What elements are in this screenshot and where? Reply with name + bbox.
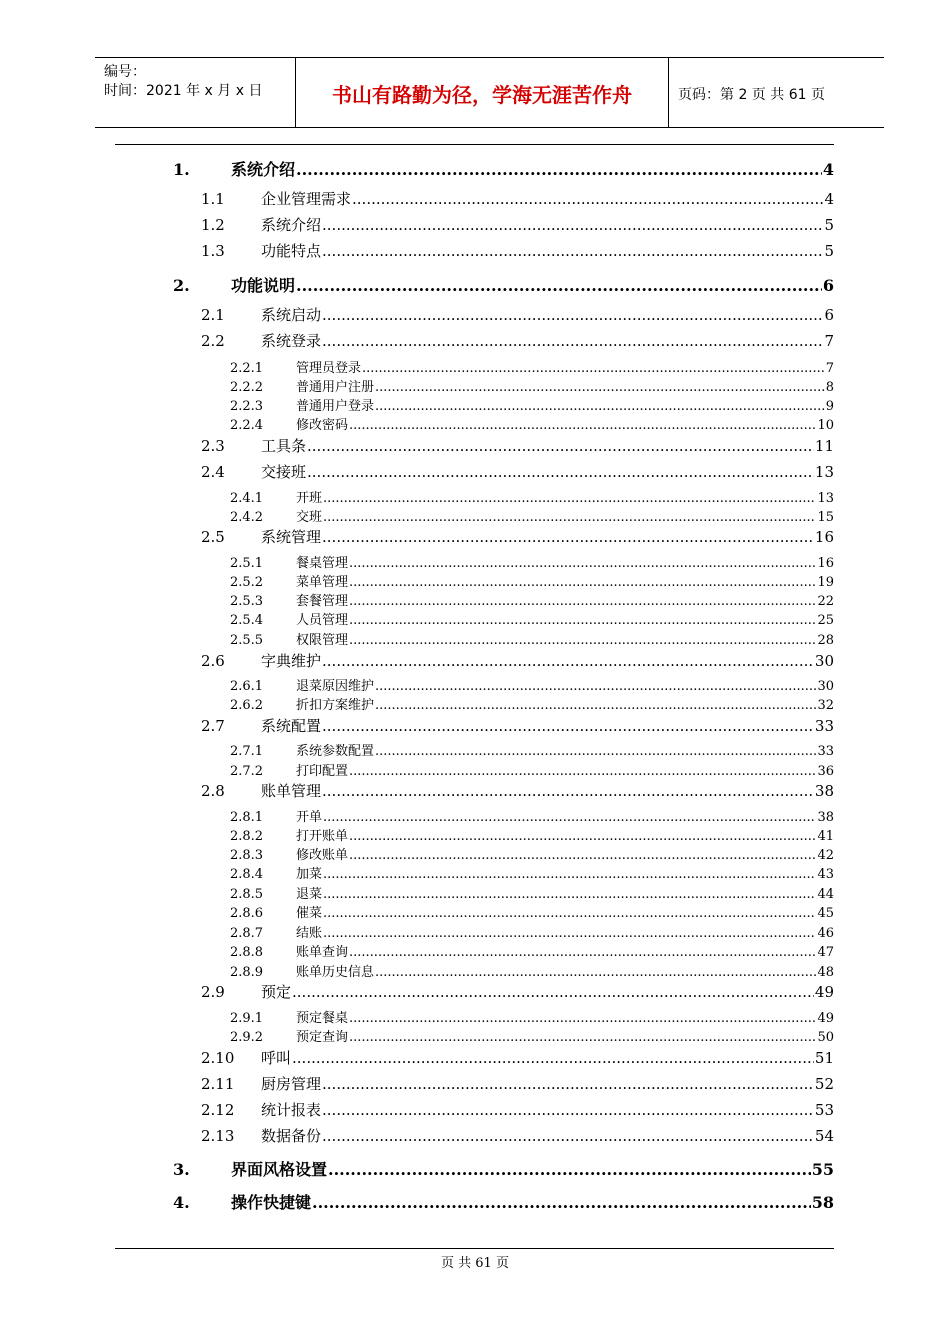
toc-entry-number: 1.3 — [201, 242, 225, 260]
toc-entry[interactable] — [230, 825, 834, 844]
toc-entry-page: 28 — [817, 633, 834, 648]
toc-entry[interactable] — [201, 650, 834, 671]
toc-entry[interactable] — [230, 902, 834, 921]
toc-entry-number: 2.2 — [201, 332, 225, 350]
toc-entry[interactable] — [230, 506, 834, 525]
toc-entry-title: 字典维护 — [261, 652, 322, 670]
toc-entry-number: 2.4 — [201, 463, 225, 481]
toc-entry-title: 开班 — [296, 491, 323, 506]
toc-entry-number: 4. — [173, 1193, 190, 1212]
toc-entry-page: 4 — [824, 190, 834, 208]
toc-leader-dots — [323, 491, 816, 506]
toc-entry-title: 退菜 — [296, 887, 323, 902]
toc-entry-title: 预定 — [261, 983, 292, 1001]
toc-entry[interactable] — [230, 844, 834, 863]
toc-leader-dots — [323, 510, 816, 525]
toc-entry[interactable] — [230, 414, 834, 433]
toc-entry-page: 46 — [817, 926, 834, 941]
toc-entry[interactable] — [201, 214, 834, 235]
toc-entry[interactable] — [230, 961, 834, 980]
toc-entry-title: 预定餐桌 — [296, 1011, 349, 1026]
toc-entry-title: 功能说明 — [231, 276, 296, 295]
toc-leader-dots — [375, 380, 825, 395]
toc-entry[interactable] — [230, 357, 834, 376]
toc-leader-dots — [323, 926, 816, 941]
toc-entry-number: 2.8.5 — [230, 887, 264, 902]
toc-entry-page: 4 — [822, 160, 834, 179]
toc-leader-dots — [296, 160, 822, 179]
toc-entry-title: 管理员登录 — [296, 361, 362, 376]
toc-entry[interactable] — [201, 188, 834, 209]
toc-leader-dots — [322, 1127, 814, 1145]
toc-entry-title: 修改密码 — [296, 418, 349, 433]
toc-entry-number: 2.5 — [201, 528, 225, 546]
toc-entry-title: 功能特点 — [261, 242, 322, 260]
toc-entry-title: 系统介绍 — [261, 216, 322, 234]
toc-entry-number: 1.1 — [201, 190, 225, 208]
toc-entry[interactable] — [201, 526, 834, 547]
toc-entry-number: 2.5.2 — [230, 575, 264, 590]
toc-leader-dots — [349, 1011, 816, 1026]
toc-entry-number: 2.13 — [201, 1127, 235, 1145]
toc-entry-page: 41 — [817, 829, 834, 844]
toc-entry-title: 企业管理需求 — [261, 190, 352, 208]
toc-leader-dots — [323, 867, 816, 882]
toc-entry-title: 交接班 — [261, 463, 307, 481]
toc-entry-number: 2.2.1 — [230, 361, 264, 376]
toc-entry-number: 2.8.6 — [230, 906, 264, 921]
toc-entry-title: 打开账单 — [296, 829, 349, 844]
toc-leader-dots — [349, 613, 816, 628]
toc-entry[interactable] — [201, 240, 834, 261]
toc-leader-dots — [323, 810, 816, 825]
toc-entry-number: 2.8.1 — [230, 810, 264, 825]
toc-leader-dots — [349, 594, 816, 609]
toc-entry-title: 加菜 — [296, 867, 323, 882]
toc-leader-dots — [322, 652, 814, 670]
toc-entry[interactable] — [230, 487, 834, 506]
toc-entry-title: 退菜原因维护 — [296, 679, 375, 694]
toc-entry-title: 呼叫 — [261, 1049, 292, 1067]
toc-leader-dots — [328, 1160, 811, 1179]
toc-entry-number: 2.12 — [201, 1101, 235, 1119]
toc-entry-number: 2.6 — [201, 652, 225, 670]
toc-entry-number: 2.5.3 — [230, 594, 264, 609]
top-rule — [115, 144, 834, 145]
toc-entry-number: 2.5.1 — [230, 556, 264, 571]
toc-entry-title: 系统启动 — [261, 306, 322, 324]
toc-entry[interactable] — [201, 715, 834, 736]
toc-entry[interactable] — [230, 376, 834, 395]
toc-entry-page: 33 — [814, 717, 834, 735]
toc-entry-title: 系统登录 — [261, 332, 322, 350]
toc-entry-number: 3. — [173, 1160, 190, 1179]
toc-entry-title: 统计报表 — [261, 1101, 322, 1119]
toc-entry-page: 5 — [824, 216, 834, 234]
toc-entry-page: 15 — [817, 510, 834, 525]
toc-leader-dots — [307, 463, 814, 481]
toc-entry-title: 厨房管理 — [261, 1075, 322, 1093]
toc-leader-dots — [349, 764, 816, 779]
toc-leader-dots — [312, 1193, 811, 1212]
page-header — [95, 57, 884, 128]
toc-entry-title: 催菜 — [296, 906, 323, 921]
toc-entry-title: 人员管理 — [296, 613, 349, 628]
toc-entry-page: 19 — [817, 575, 834, 590]
toc-leader-dots — [322, 717, 814, 735]
toc-entry[interactable] — [201, 461, 834, 482]
toc-entry[interactable] — [230, 806, 834, 825]
toc-entry-page: 38 — [814, 782, 834, 800]
toc-entry[interactable] — [230, 675, 834, 694]
toc-entry-page: 50 — [817, 1030, 834, 1045]
toc-entry-number: 2.3 — [201, 437, 225, 455]
toc-entry-number: 2.7.2 — [230, 764, 264, 779]
toc-entry-title: 操作快捷键 — [231, 1193, 312, 1212]
toc-entry-title: 账单查询 — [296, 945, 349, 960]
toc-leader-dots — [296, 276, 822, 295]
page-footer: 页 共 61 页 — [441, 1256, 509, 1271]
toc-entry-title: 套餐管理 — [296, 594, 349, 609]
toc-entry-number: 2. — [173, 276, 190, 295]
toc-entry-title: 普通用户注册 — [296, 380, 375, 395]
toc-leader-dots — [322, 216, 823, 234]
toc-entry[interactable] — [230, 883, 834, 902]
toc-entry-title: 系统管理 — [261, 528, 322, 546]
toc-leader-dots — [349, 945, 816, 960]
toc-entry-number: 2.2.2 — [230, 380, 264, 395]
toc-entry[interactable] — [201, 780, 834, 801]
toc-entry-title: 折扣方案维护 — [296, 698, 375, 713]
document-number: 编号： — [104, 64, 146, 80]
toc-entry-page: 7 — [825, 361, 834, 376]
toc-entry-title: 账单管理 — [261, 782, 322, 800]
toc-entry[interactable] — [230, 694, 834, 713]
toc-entry-number: 2.5.4 — [230, 613, 264, 628]
toc-entry[interactable] — [201, 1125, 834, 1146]
toc-leader-dots — [323, 887, 816, 902]
toc-entry[interactable] — [230, 395, 834, 414]
toc-leader-dots — [349, 829, 816, 844]
toc-leader-dots — [349, 848, 816, 863]
toc-entry[interactable] — [173, 157, 834, 180]
header-page-number: 页码：第 2 页 共 61 页 — [678, 87, 825, 103]
toc-entry-number: 2.6.1 — [230, 679, 264, 694]
toc-entry[interactable] — [230, 922, 834, 941]
toc-entry-number: 2.7 — [201, 717, 225, 735]
toc-entry[interactable] — [201, 1047, 834, 1068]
toc-entry[interactable] — [201, 1073, 834, 1094]
toc-entry-number: 2.8.3 — [230, 848, 264, 863]
toc-entry-page: 9 — [825, 399, 834, 414]
toc-entry-title: 系统配置 — [261, 717, 322, 735]
toc-entry[interactable] — [230, 760, 834, 779]
toc-entry-page: 54 — [814, 1127, 834, 1145]
toc-entry[interactable] — [201, 1099, 834, 1120]
toc-entry-page: 30 — [814, 652, 834, 670]
toc-leader-dots — [375, 965, 816, 980]
toc-entry-title: 界面风格设置 — [231, 1160, 328, 1179]
toc-entry[interactable] — [230, 863, 834, 882]
header-motto-cell — [296, 58, 669, 127]
toc-leader-dots — [349, 1030, 816, 1045]
document-date: 时间：2021 年 x 月 x 日 — [104, 83, 263, 99]
toc-entry-page: 58 — [811, 1193, 834, 1212]
toc-leader-dots — [307, 437, 814, 455]
toc-entry-page: 8 — [825, 380, 834, 395]
toc-leader-dots — [352, 190, 823, 208]
toc-entry-page: 55 — [811, 1160, 834, 1179]
toc-leader-dots — [323, 906, 816, 921]
toc-entry[interactable] — [230, 590, 834, 609]
toc-entry[interactable] — [173, 1190, 834, 1213]
toc-entry-title: 数据备份 — [261, 1127, 322, 1145]
toc-entry-page: 6 — [824, 306, 834, 324]
toc-entry-page: 6 — [822, 276, 834, 295]
header-info-cell — [95, 58, 296, 127]
toc-entry-number: 1.2 — [201, 216, 225, 234]
toc-entry-number: 2.9.1 — [230, 1011, 264, 1026]
toc-entry[interactable] — [173, 1157, 834, 1180]
toc-leader-dots — [375, 698, 816, 713]
toc-leader-dots — [292, 983, 814, 1001]
toc-entry-number: 2.9 — [201, 983, 225, 1001]
toc-entry-number: 2.2.3 — [230, 399, 264, 414]
toc-entry-title: 账单历史信息 — [296, 965, 375, 980]
toc-leader-dots — [375, 744, 816, 759]
toc-entry[interactable] — [230, 1026, 834, 1045]
toc-entry-page: 44 — [817, 887, 834, 902]
toc-entry-page: 25 — [817, 613, 834, 628]
toc-leader-dots — [349, 418, 816, 433]
toc-entry-page: 22 — [817, 594, 834, 609]
toc-entry-page: 10 — [817, 418, 834, 433]
toc-entry-title: 开单 — [296, 810, 323, 825]
toc-entry-page: 7 — [824, 332, 834, 350]
toc-entry-number: 2.8.7 — [230, 926, 264, 941]
toc-entry[interactable] — [201, 304, 834, 325]
toc-leader-dots — [322, 528, 814, 546]
toc-entry-title: 权限管理 — [296, 633, 349, 648]
bottom-rule — [115, 1248, 834, 1249]
toc-entry-page: 16 — [817, 556, 834, 571]
toc-entry-page: 45 — [817, 906, 834, 921]
toc-entry-page: 53 — [814, 1101, 834, 1119]
toc-entry-number: 2.8 — [201, 782, 225, 800]
toc-leader-dots — [375, 399, 825, 414]
toc-entry-page: 30 — [817, 679, 834, 694]
toc-entry[interactable] — [201, 981, 834, 1002]
toc-entry-page: 5 — [824, 242, 834, 260]
toc-entry-number: 2.6.2 — [230, 698, 264, 713]
toc-leader-dots — [322, 1101, 814, 1119]
toc-entry[interactable] — [230, 740, 834, 759]
toc-entry-page: 47 — [817, 945, 834, 960]
toc-entry-number: 2.10 — [201, 1049, 235, 1067]
toc-leader-dots — [349, 556, 816, 571]
toc-entry-page: 48 — [817, 965, 834, 980]
toc-entry[interactable] — [173, 273, 834, 296]
toc-entry-page: 11 — [814, 437, 834, 455]
toc-entry[interactable] — [230, 552, 834, 571]
toc-entry-page: 33 — [817, 744, 834, 759]
toc-entry-title: 修改账单 — [296, 848, 349, 863]
toc-entry-page: 51 — [814, 1049, 834, 1067]
toc-leader-dots — [375, 679, 816, 694]
toc-entry-page: 43 — [817, 867, 834, 882]
toc-entry-page: 38 — [817, 810, 834, 825]
toc-entry[interactable] — [230, 941, 834, 960]
toc-entry-title: 系统介绍 — [231, 160, 296, 179]
toc-entry-title: 系统参数配置 — [296, 744, 375, 759]
toc-entry-number: 2.8.4 — [230, 867, 264, 882]
toc-entry-number: 1. — [173, 160, 190, 179]
toc-entry-page: 42 — [817, 848, 834, 863]
toc-entry-page: 52 — [814, 1075, 834, 1093]
toc-entry-title: 普通用户登录 — [296, 399, 375, 414]
toc-entry-number: 2.2.4 — [230, 418, 264, 433]
toc-entry-number: 2.4.1 — [230, 491, 264, 506]
toc-entry-page: 13 — [814, 463, 834, 481]
toc-leader-dots — [322, 1075, 814, 1093]
toc-entry-page: 49 — [814, 983, 834, 1001]
toc-entry-title: 预定查询 — [296, 1030, 349, 1045]
toc-entry-number: 2.8.2 — [230, 829, 264, 844]
toc-entry-number: 2.4.2 — [230, 510, 264, 525]
toc-entry-number: 2.5.5 — [230, 633, 264, 648]
toc-entry-number: 2.1 — [201, 306, 225, 324]
toc-entry[interactable] — [230, 1007, 834, 1026]
toc-entry[interactable] — [230, 571, 834, 590]
toc-leader-dots — [322, 242, 823, 260]
header-motto: 书山有路勤为径，学海无涯苦作舟 — [332, 83, 632, 107]
toc-entry-number: 2.11 — [201, 1075, 235, 1093]
toc-leader-dots — [362, 361, 825, 376]
toc-entry-page: 36 — [817, 764, 834, 779]
toc-entry-page: 49 — [817, 1011, 834, 1026]
toc-leader-dots — [322, 332, 823, 350]
toc-entry-title: 工具条 — [261, 437, 307, 455]
toc-entry-number: 2.8.9 — [230, 965, 264, 980]
toc-leader-dots — [349, 633, 816, 648]
toc-entry-number: 2.8.8 — [230, 945, 264, 960]
toc-leader-dots — [322, 306, 823, 324]
toc-entry-number: 2.7.1 — [230, 744, 264, 759]
toc-entry[interactable] — [230, 609, 834, 628]
toc-entry[interactable] — [201, 330, 834, 351]
toc-entry-page: 32 — [817, 698, 834, 713]
toc-entry-page: 16 — [814, 528, 834, 546]
toc-entry-title: 餐桌管理 — [296, 556, 349, 571]
header-page-cell — [669, 58, 884, 127]
toc-entry-title: 打印配置 — [296, 764, 349, 779]
toc-entry-number: 2.9.2 — [230, 1030, 264, 1045]
toc-leader-dots — [322, 782, 814, 800]
toc-leader-dots — [349, 575, 816, 590]
toc-entry[interactable] — [230, 629, 834, 648]
toc-entry-title: 交班 — [296, 510, 323, 525]
toc-entry-title: 结账 — [296, 926, 323, 941]
toc-leader-dots — [292, 1049, 814, 1067]
toc-entry[interactable] — [201, 435, 834, 456]
toc-entry-page: 13 — [817, 491, 834, 506]
toc-entry-title: 菜单管理 — [296, 575, 349, 590]
